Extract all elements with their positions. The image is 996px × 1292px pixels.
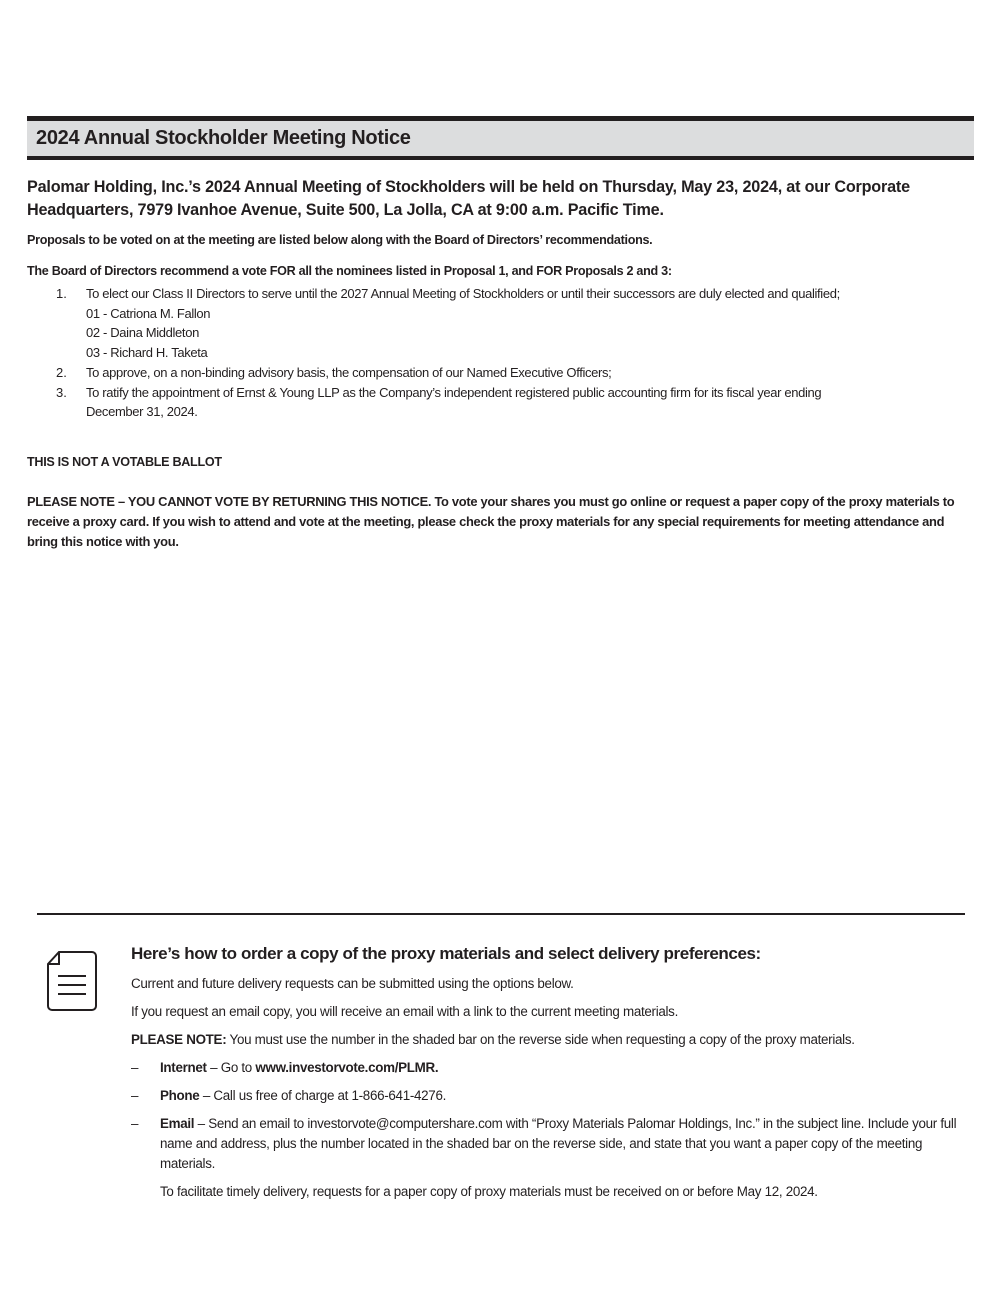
list-item: 01 - Catriona M. Fallon <box>86 306 211 321</box>
please-note-paragraph: PLEASE NOTE – YOU CANNOT VOTE BY RETURNING THIS NOTICE. To vote your shares you must go online or request a paper copy of the proxy materials to receive a proxy card. If you wish to attend and vote at the meeting, please check the proxy materials for any special requirements for meeting attendance and bring this notice with you. <box>27 494 955 549</box>
list-item: December 31, 2024. <box>86 404 198 419</box>
order-note: PLEASE NOTE: You must use the number in the shaded bar on the reverse side when requesting a copy of the proxy materials. <box>131 1032 855 1047</box>
list-item: 02 - Daina Middleton <box>86 325 199 340</box>
list-item: 2. To approve, on a non-binding advisory basis, the compensation of our Named Executive Officers; <box>56 365 612 380</box>
investorvote-link[interactable]: www.investorvote.com/PLMR. <box>255 1060 439 1075</box>
order-section-title: Here’s how to order a copy of the proxy materials and select delivery preferences: <box>131 944 761 963</box>
list-item: 3. To ratify the appointment of Ernst & Young LLP as the Company’s independent registered public accounting firm for its fiscal year ending <box>56 385 822 400</box>
page-title: 2024 Annual Stockholder Meeting Notice <box>36 127 411 149</box>
not-ballot-label: THIS IS NOT A VOTABLE BALLOT <box>27 455 222 469</box>
notice-header-bar <box>27 116 974 160</box>
list-item: 1. To elect our Class II Directors to serve until the 2027 Annual Meeting of Stockholders or until their successors are duly elected and qualified; <box>56 286 840 301</box>
board-recommendation: The Board of Directors recommend a vote FOR all the nominees listed in Proposal 1, and FOR Proposals 2 and 3: <box>27 264 672 278</box>
order-line-2: If you request an email copy, you will receive an email with a link to the current meeting materials. <box>131 1004 679 1019</box>
order-line-1: Current and future delivery requests can be submitted using the options below. <box>131 976 574 991</box>
list-item: 03 - Richard H. Taketa <box>86 345 208 360</box>
section-divider <box>37 913 965 915</box>
document-icon <box>46 950 98 1012</box>
meeting-announcement: Palomar Holding, Inc.’s 2024 Annual Meeting of Stockholders will be held on Thursday, May 23, 2024, at our Corporate Headquarters, 7979 Ivanhoe Avenue, Suite 500, La Jolla, CA at 9:00 a.m. Pacific Time. <box>27 178 910 219</box>
proposals-intro: Proposals to be voted on at the meeting are listed below along with the Board of Directors’ recommendations. <box>27 233 653 247</box>
